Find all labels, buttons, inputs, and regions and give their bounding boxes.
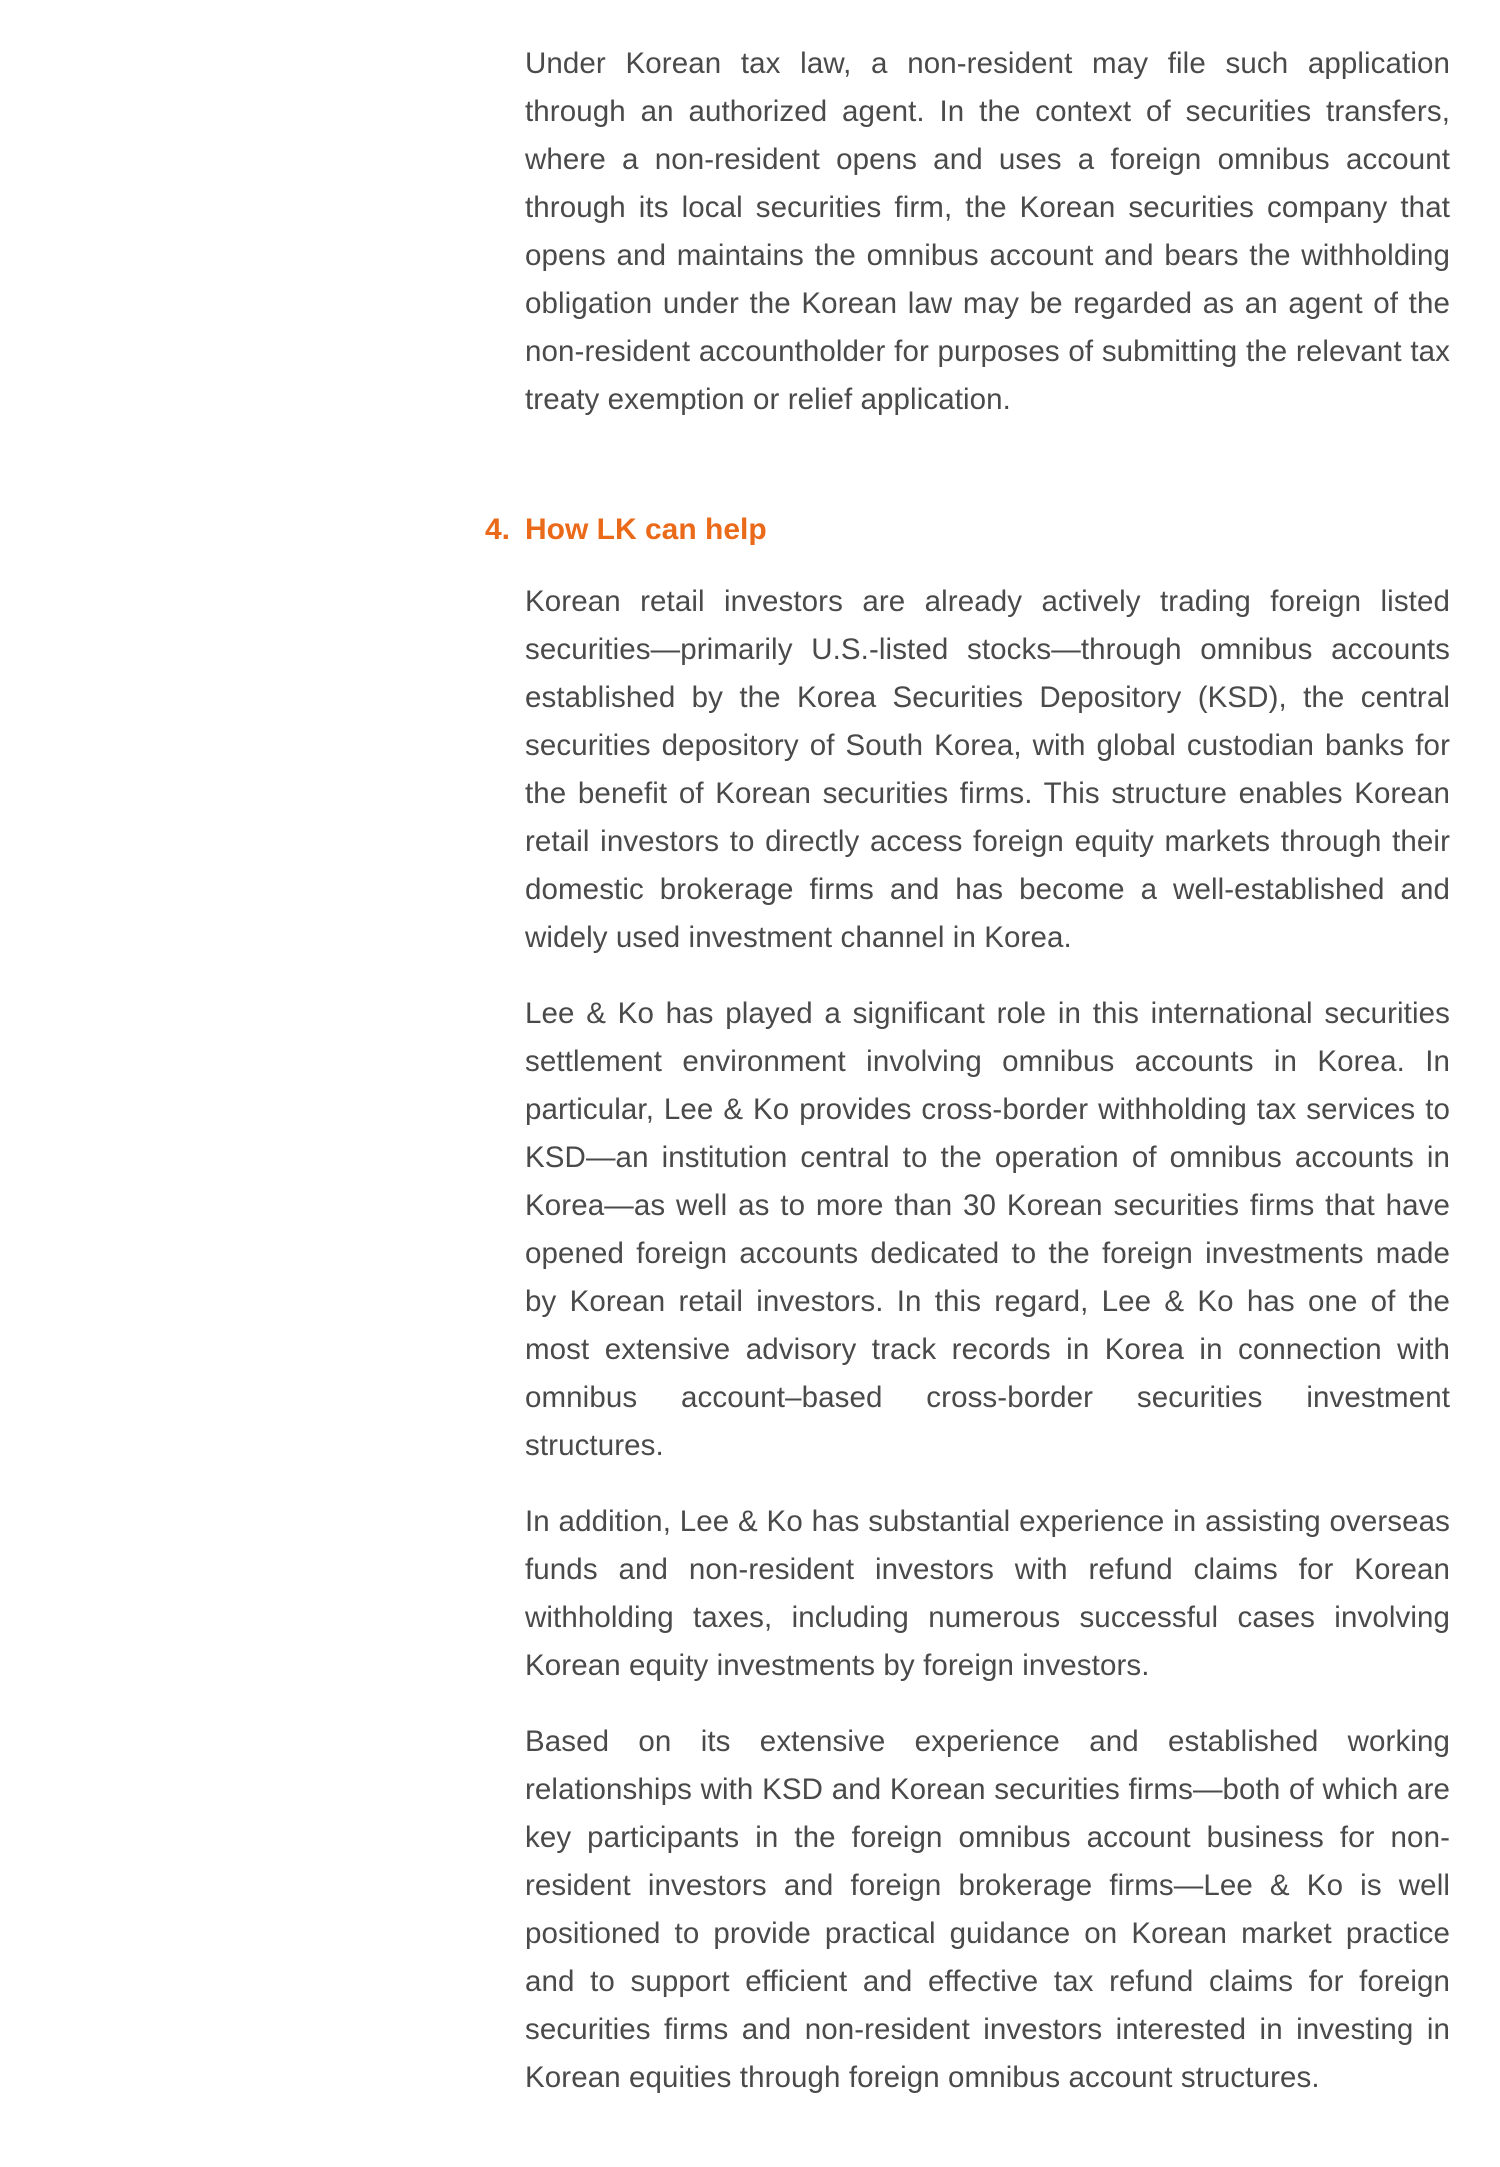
section-paragraph-1: Korean retail investors are already actively trading foreign listed securities—primarily U.S.-listed stocks—through omnibus accounts established by the Korea Securities Depository (KSD), the central securities depository of South Korea, with global custodian banks for the benefit of Korean securities firms. This structure enables Korean retail investors to directly access foreign equity markets through their domestic brokerage firms and has become a well-established and widely used investment channel in Korea.: [525, 585, 1450, 954]
section-paragraph-2: Lee & Ko has played a significant role in this international securities settlement environment involving omnibus accounts in Korea. In particular, Lee & Ko provides cross-border withholding tax services to KSD—an institution central to the operation of omnibus accounts in Korea—as well as to more than 30 Korean securities firms that have opened foreign accounts dedicated to the foreign investments made by Korean retail investors. In this regard, Lee & Ko has one of the most extensive advisory track records in Korea in connection with omnibus account–based cross-border securities investment structures.: [525, 997, 1450, 1462]
section-title: How LK can help: [525, 513, 767, 546]
document-body: [485, 40, 1450, 2102]
section-paragraph-4: Based on its extensive experience and established working relationships with KSD and Korean securities firms—both of which are key participants in the foreign omnibus account business for non-resident investors and foreign brokerage firms—Lee & Ko is well positioned to provide practical guidance on Korean market practice and to support efficient and effective tax refund claims for foreign securities firms and non-resident investors interested in investing in Korean equities through foreign omnibus account structures.: [525, 1725, 1450, 2094]
intro-paragraph: Under Korean tax law, a non-resident may file such application through an authorized agent. In the context of securities transfers, where a non-resident opens and uses a foreign omnibus account through its local securities firm, the Korean securities company that opens and maintains the omnibus account and bears the withholding obligation under the Korean law may be regarded as an agent of the non-resident accountholder for purposes of submitting the relevant tax treaty exemption or relief application.: [525, 47, 1450, 416]
section-number: 4.: [485, 513, 511, 546]
section-heading: [485, 508, 1450, 552]
section-paragraph-3: In addition, Lee & Ko has substantial experience in assisting overseas funds and non-resident investors with refund claims for Korean withholding taxes, including numerous successful cases involving Korean equity investments by foreign investors.: [525, 1505, 1450, 1682]
